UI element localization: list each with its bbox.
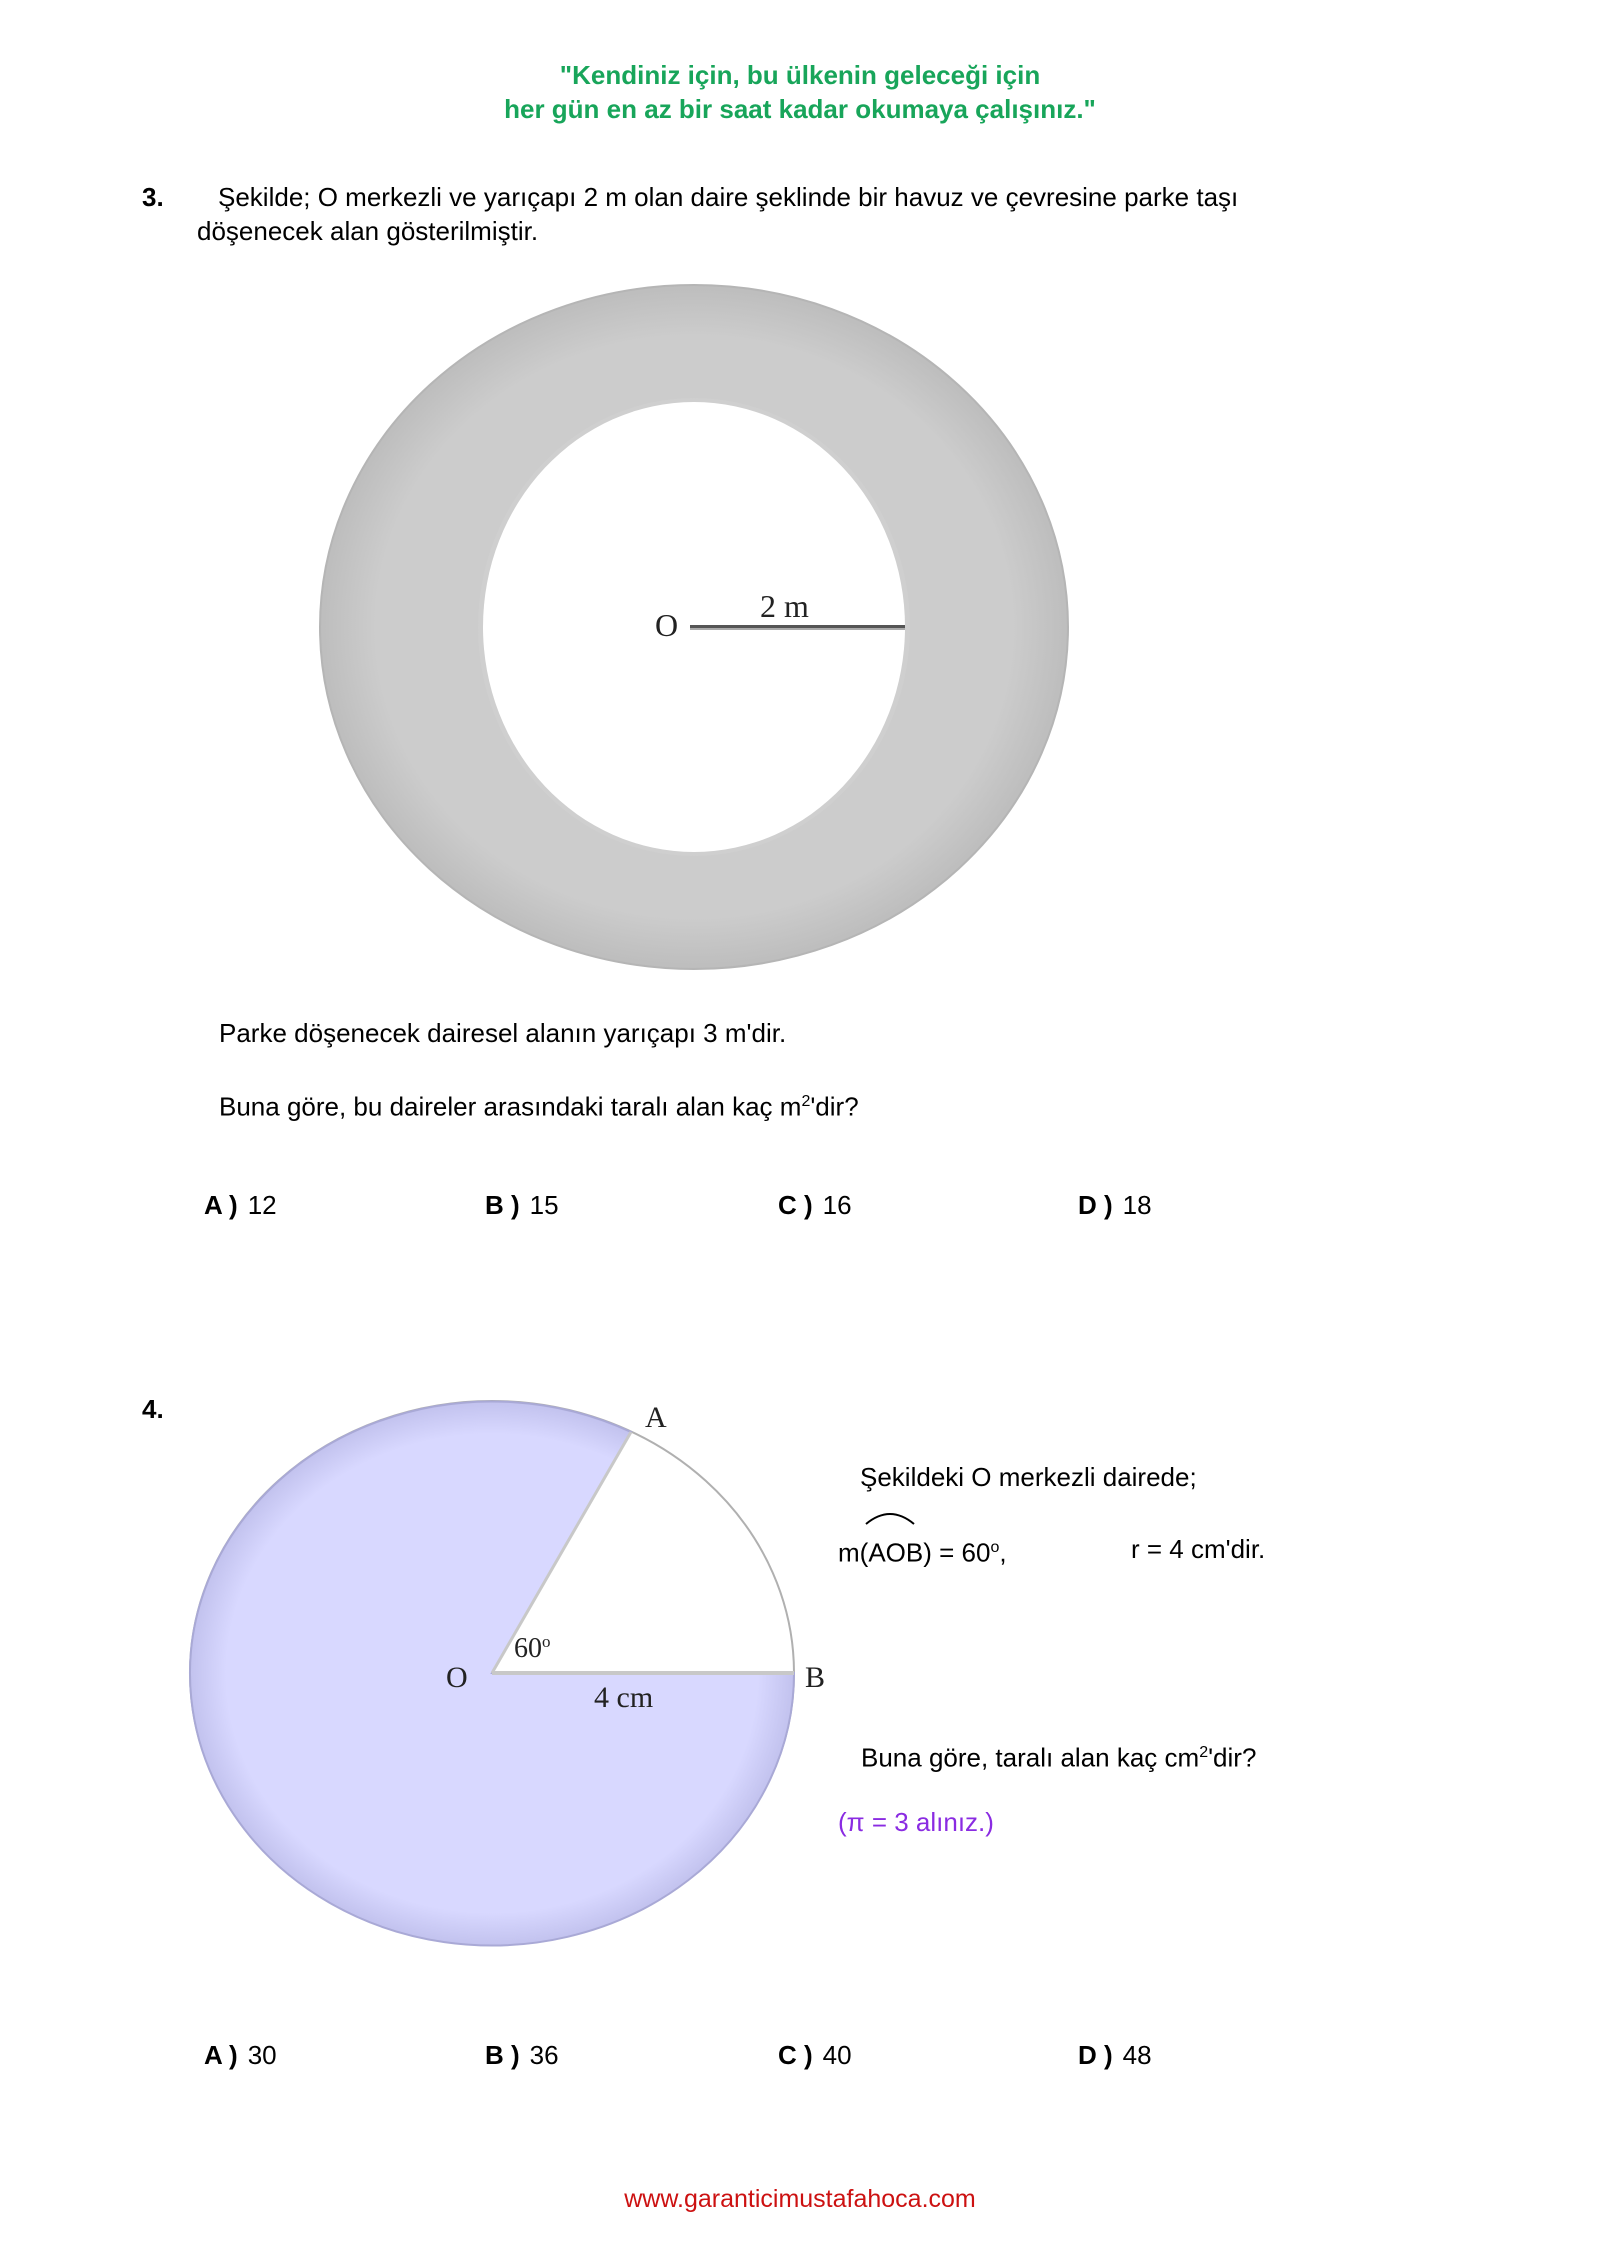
- q4-option-c[interactable]: [778, 2040, 852, 2071]
- option-value: 48: [1122, 2040, 1152, 2070]
- question-3-text-line-1: Şekilde; O merkezli ve yarıçapı 2 m olan daire şeklinde bir havuz ve çevresine parke taşı: [218, 182, 1239, 212]
- label-a: A: [645, 1401, 667, 1434]
- question-3-number: 3.: [142, 182, 164, 212]
- angle-label: 60$^o$: [514, 1632, 551, 1664]
- question-4-question: [861, 1736, 1256, 1775]
- question-3-text-line-2: döşenecek alan gösterilmiştir.: [197, 216, 539, 246]
- option-value: 40: [822, 2040, 852, 2070]
- annulus-figure: [300, 270, 1080, 980]
- radius-expression: r = 4 cm'dir.: [1131, 1534, 1266, 1564]
- option-value: 18: [1122, 1190, 1152, 1220]
- q3-option-b[interactable]: [485, 1190, 559, 1221]
- footer-url[interactable]: www.garanticimustafahoca.com: [624, 2185, 976, 2213]
- option-letter: D ): [1078, 2040, 1113, 2070]
- question-4-exponent: 2: [1199, 1744, 1209, 1761]
- quote-line-2: her gün en az bir saat kadar okumaya çalışınız.": [504, 94, 1096, 124]
- option-letter: C ): [778, 1190, 813, 1220]
- option-value: 15: [529, 1190, 559, 1220]
- degree-sup: o: [990, 1539, 1000, 1556]
- option-value: 30: [247, 2040, 277, 2070]
- center-label-o: O: [655, 607, 679, 643]
- question-3-question-suffix: 'dir?: [810, 1091, 859, 1122]
- option-value: 16: [822, 1190, 852, 1220]
- option-letter: A ): [204, 1190, 238, 1220]
- option-value: 36: [529, 2040, 559, 2070]
- question-4-question-suffix: 'dir?: [1208, 1742, 1257, 1773]
- question-4-question-text: Buna göre, taralı alan kaç cm: [861, 1742, 1200, 1773]
- question-3-statement: Parke döşenecek dairesel alanın yarıçapı 3 m'dir.: [219, 1018, 787, 1048]
- q3-option-d[interactable]: [1078, 1190, 1152, 1221]
- arc-symbol-icon: [864, 1508, 916, 1528]
- motivational-quote: [0, 58, 1600, 126]
- q4-option-d[interactable]: [1078, 2040, 1152, 2071]
- option-letter: B ): [485, 1190, 520, 1220]
- label-b: B: [805, 1661, 826, 1694]
- question-4-number: 4.: [142, 1394, 164, 1424]
- option-letter: A ): [204, 2040, 238, 2070]
- arc-expression-text: m(AOB) = 60: [838, 1537, 991, 1568]
- quote-line-1: "Kendiniz için, bu ülkenin geleceği için: [559, 60, 1041, 90]
- arc-expression-comma: ,: [999, 1537, 1007, 1568]
- q3-option-c[interactable]: [778, 1190, 852, 1221]
- question-3-question: [219, 1085, 859, 1124]
- option-value: 12: [247, 1190, 277, 1220]
- question-4-intro: Şekildeki O merkezli dairede;: [860, 1462, 1197, 1492]
- question-3-exponent: 2: [801, 1093, 811, 1110]
- pi-note: (π = 3 alınız.): [838, 1807, 994, 1837]
- q4-option-b[interactable]: [485, 2040, 559, 2071]
- arc-measure-expression: [838, 1531, 1007, 1570]
- option-letter: B ): [485, 2040, 520, 2070]
- label-o: O: [446, 1661, 468, 1694]
- q4-option-a[interactable]: [204, 2040, 277, 2071]
- option-letter: C ): [778, 2040, 813, 2070]
- sector-figure: [180, 1385, 826, 1965]
- q3-option-a[interactable]: [204, 1190, 277, 1221]
- option-letter: D ): [1078, 1190, 1113, 1220]
- radius-label: 2 m: [760, 588, 809, 624]
- radius-label: 4 cm: [594, 1681, 654, 1714]
- question-3-question-text: Buna göre, bu daireler arasındaki taralı alan kaç m: [219, 1091, 802, 1122]
